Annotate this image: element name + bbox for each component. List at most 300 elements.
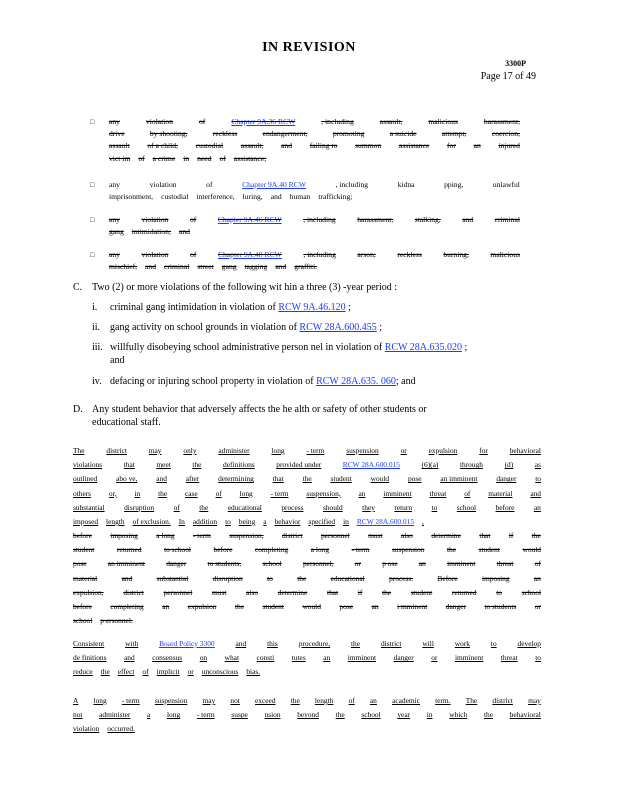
word: administer — [218, 446, 250, 455]
word: criminal — [494, 215, 520, 224]
word: threat — [429, 488, 447, 498]
word: pose — [339, 602, 354, 612]
word: violation — [149, 180, 177, 189]
word: provided under — [276, 460, 322, 470]
word: as — [534, 460, 541, 470]
text-line — [109, 214, 520, 226]
word: , — [422, 517, 424, 527]
list-number: iii. — [92, 342, 103, 353]
page-number: Page 17 of 49 — [480, 71, 536, 82]
rcw-link[interactable]: RCW 28A.600.455 — [299, 322, 377, 333]
word: and — [179, 227, 190, 237]
word: to — [267, 573, 273, 583]
word: that — [123, 460, 135, 470]
word: imminent — [447, 559, 476, 569]
word: to — [535, 653, 541, 663]
rcw-link[interactable]: RCW 28A.635. 060 — [316, 376, 396, 387]
list-item — [110, 321, 382, 334]
word: injured — [498, 141, 520, 151]
word: may — [528, 696, 541, 705]
list-item-text: gang activity on school grounds in violation of — [110, 322, 300, 333]
word: of — [206, 180, 213, 189]
word: failing to — [309, 141, 338, 151]
word: tutes — [291, 653, 306, 663]
word: unconscious — [201, 667, 239, 677]
word: expulsion, — [73, 587, 104, 597]
word: need — [197, 153, 212, 163]
word: personnel — [163, 587, 193, 597]
list-item-suffix: ; — [462, 342, 468, 353]
word: , including — [303, 250, 336, 259]
word: or, — [108, 488, 117, 498]
text-line — [73, 487, 541, 501]
word: before — [73, 531, 92, 540]
word: an — [473, 141, 481, 151]
word: pping, — [444, 180, 464, 189]
word: before — [213, 545, 233, 555]
word: of — [199, 117, 206, 126]
word: a long — [310, 545, 330, 555]
word: a long — [156, 531, 175, 540]
word: abo ve, — [116, 474, 138, 484]
word: violation — [73, 724, 100, 734]
rcw-link[interactable]: RCW 28A.600.015 — [342, 460, 400, 470]
list-item-text: criminal gang intimidation in violation of — [110, 302, 279, 313]
text-line — [73, 665, 541, 679]
word: a crime — [152, 153, 176, 163]
word: to school — [164, 545, 191, 555]
checkbox-bullet-icon: □ — [90, 251, 95, 259]
word: specified — [308, 517, 336, 527]
word: if — [508, 531, 514, 540]
word: a suicide — [389, 129, 417, 139]
word: drive — [109, 129, 125, 139]
word: stalking, — [414, 215, 441, 224]
word: long — [167, 710, 181, 720]
word: summon — [355, 141, 382, 151]
word: an — [358, 488, 366, 498]
word: others — [73, 488, 92, 498]
list-item-text: willfully disobeying school administrative person nel in violation of — [110, 342, 385, 353]
word: disruption — [212, 573, 243, 583]
word: graffiti. — [294, 262, 318, 272]
word: educational — [227, 502, 262, 512]
text-line — [73, 614, 541, 628]
word: would — [370, 474, 390, 484]
section-c-label: C. — [73, 282, 83, 293]
word: interference, — [196, 192, 235, 202]
word: not — [73, 710, 83, 720]
word: malicious — [428, 117, 458, 126]
word: the — [235, 602, 245, 612]
word: student — [262, 602, 284, 612]
section-c-text: Two (2) or more violations of the following wit hin a three (3) -year period : — [92, 282, 398, 293]
word: long — [93, 696, 107, 705]
word: to — [490, 639, 497, 648]
word: imminent — [347, 653, 377, 663]
word: an imminent — [107, 559, 145, 569]
page-title: IN REVISION — [262, 40, 356, 55]
text-line — [73, 600, 541, 614]
word: imposed — [73, 517, 99, 527]
word: any — [109, 215, 120, 224]
word: return — [394, 502, 413, 512]
word: the — [302, 474, 312, 484]
word: must — [212, 587, 227, 597]
word: length — [314, 696, 334, 705]
word: to — [225, 517, 231, 527]
word: and — [275, 262, 287, 272]
word: year — [397, 710, 411, 720]
word: student — [330, 474, 352, 484]
text-line — [73, 586, 541, 600]
section-d-line-1: Any student behavior that adversely affects the he alth or safety of other students or — [92, 404, 427, 415]
section-d-line-2: educational staff. — [92, 417, 161, 428]
word: i mminent — [397, 602, 428, 612]
word: personnel, — [302, 559, 334, 569]
paragraph — [73, 529, 541, 628]
word: gang — [221, 262, 237, 272]
paragraph — [73, 444, 541, 529]
word: long — [239, 488, 253, 498]
word: determine — [431, 531, 461, 540]
word: administer — [99, 710, 131, 720]
word: the — [297, 573, 307, 583]
text-line — [109, 249, 520, 261]
bullet-item — [90, 179, 520, 203]
word: reckless — [212, 129, 238, 139]
word: burning, — [443, 250, 469, 259]
word: determine — [277, 587, 308, 597]
word: case — [185, 488, 198, 498]
word: or — [187, 667, 194, 677]
word: term. — [435, 696, 451, 705]
word: of — [138, 153, 145, 163]
rcw-link[interactable]: Board Policy 3300 — [159, 639, 215, 648]
word: an — [533, 502, 541, 512]
word: an — [369, 696, 377, 705]
word: to — [431, 502, 438, 512]
word: of — [189, 215, 197, 224]
word: what — [224, 653, 240, 663]
text-line — [73, 472, 541, 486]
word: after — [185, 474, 200, 484]
word: with — [125, 639, 139, 648]
word: in — [134, 488, 141, 498]
rcw-link[interactable]: RCW 28A.635.020 — [384, 342, 463, 353]
rcw-link[interactable]: Chapter 9A.40 RCW — [242, 180, 306, 189]
word: an — [418, 559, 426, 569]
word: and — [530, 488, 541, 498]
word: procedure, — [298, 639, 331, 648]
word: human — [289, 192, 311, 202]
text-line — [73, 572, 541, 586]
word: pose — [73, 559, 87, 569]
word: danger — [166, 559, 187, 569]
word: school — [73, 616, 93, 626]
section-d-label: D. — [73, 404, 83, 415]
word: length — [106, 517, 125, 527]
word: the — [531, 531, 541, 540]
word: through — [459, 460, 483, 470]
rcw-link[interactable]: Chapter 9A.46 RCW — [217, 215, 282, 224]
word: Before — [437, 573, 458, 583]
rcw-link[interactable]: Chapter 9A.48 RCW — [217, 250, 282, 259]
word: - term — [351, 545, 370, 555]
word: Consistent — [73, 639, 105, 648]
word: student — [478, 545, 500, 555]
word: may — [202, 696, 216, 705]
word: student — [410, 587, 433, 597]
word: an — [533, 573, 541, 583]
word: p ose — [382, 559, 398, 569]
bullet-item — [90, 214, 520, 238]
word: arson, — [357, 250, 376, 259]
word: must — [368, 531, 383, 540]
word: may — [148, 446, 162, 455]
text-line — [73, 651, 541, 665]
word: would — [302, 602, 321, 612]
word: a — [147, 710, 151, 720]
word: exceed — [255, 696, 276, 705]
word: of — [464, 488, 471, 498]
word: returned — [116, 545, 142, 555]
word: and — [121, 573, 133, 583]
word: street — [197, 262, 214, 272]
word: district — [123, 587, 144, 597]
word: this — [267, 639, 278, 648]
word: - term — [306, 446, 325, 455]
word: endangerment, — [262, 129, 308, 139]
word: of exclusion. — [132, 517, 171, 527]
rcw-link[interactable]: RCW 28A.600.015 — [356, 517, 415, 527]
word: reduce — [73, 667, 93, 677]
word: danger — [445, 602, 466, 612]
text-line — [73, 694, 541, 708]
checkbox-bullet-icon: □ — [90, 181, 95, 189]
word: criminal — [164, 262, 190, 272]
word: of — [173, 502, 180, 512]
word: before — [495, 502, 515, 512]
word: - term — [192, 531, 211, 540]
word: before — [73, 602, 92, 612]
word: suspension — [392, 545, 425, 555]
word: assault, — [379, 117, 403, 126]
word: long — [271, 446, 285, 455]
word: of — [190, 250, 197, 259]
word: and — [235, 639, 247, 648]
word: (6)(a) — [421, 460, 439, 470]
word: and — [156, 474, 167, 484]
word: student — [73, 545, 95, 555]
word: school — [521, 587, 541, 597]
word: disruption — [124, 502, 155, 512]
word: also — [400, 531, 413, 540]
list-number: ii. — [92, 322, 101, 333]
word: A — [73, 696, 79, 705]
word: any — [109, 117, 120, 126]
text-line — [109, 179, 520, 191]
word: district — [282, 531, 303, 540]
word: de finitions — [73, 653, 107, 663]
word: school — [262, 559, 282, 569]
text-line — [109, 140, 520, 152]
word: to — [496, 587, 502, 597]
word: should — [322, 502, 343, 512]
word: reckless — [397, 250, 422, 259]
word: the — [100, 667, 110, 677]
word: an — [323, 653, 331, 663]
word: the — [192, 460, 202, 470]
word: , including — [335, 180, 369, 189]
text-line — [73, 637, 541, 651]
word: effect — [117, 667, 135, 677]
list-number: iv. — [92, 376, 102, 387]
word: only — [183, 446, 197, 455]
word: or — [354, 559, 361, 569]
word: - term — [270, 488, 289, 498]
text-line — [109, 153, 520, 165]
word: harassment, — [483, 117, 520, 126]
list-item-text: defacing or injuring school property in violation of — [110, 376, 317, 387]
word: outlined — [73, 474, 98, 484]
word: addition — [192, 517, 218, 527]
word: and — [270, 192, 282, 202]
word: on — [199, 653, 208, 663]
word: in — [183, 153, 190, 163]
word: The — [465, 696, 478, 705]
word: and — [145, 262, 157, 272]
word: if — [357, 587, 363, 597]
word: violation — [141, 215, 169, 224]
word: and — [124, 653, 135, 663]
text-line — [109, 128, 520, 140]
word: the — [199, 502, 209, 512]
word: pose — [407, 474, 422, 484]
word: an imminent — [440, 474, 478, 484]
text-line — [73, 557, 541, 571]
word: promoting — [332, 129, 365, 139]
word: - term — [196, 710, 215, 720]
word: that — [327, 587, 339, 597]
list-item-suffix: ; — [345, 302, 351, 313]
word: an — [162, 602, 170, 612]
word: In — [178, 517, 185, 527]
word: mischief, — [109, 262, 138, 272]
word: assistance; — [233, 153, 267, 163]
word: danger — [496, 474, 517, 484]
word: the — [447, 545, 457, 555]
word: imprisonment, — [109, 192, 154, 202]
word: they — [362, 502, 375, 512]
word: for — [447, 141, 456, 151]
word: of — [534, 559, 541, 569]
word: and — [281, 141, 293, 151]
word: a — [263, 517, 267, 527]
word: unlawful — [492, 180, 520, 189]
word: or — [534, 602, 541, 612]
text-line — [73, 458, 541, 472]
word: of — [215, 488, 222, 498]
word: consti — [256, 653, 275, 663]
list-number: i. — [92, 302, 98, 313]
word: behavioral — [509, 446, 541, 455]
word: substantial — [156, 573, 189, 583]
word: or — [400, 446, 407, 455]
word: suspe — [231, 710, 248, 720]
word: threat — [496, 559, 514, 569]
word: kidna — [397, 180, 415, 189]
word: district — [492, 696, 513, 705]
word: of — [348, 696, 355, 705]
list-item-suffix: ; — [376, 322, 383, 333]
word: behavioral — [509, 710, 541, 720]
word: nsion — [264, 710, 281, 720]
word: (d) — [504, 460, 514, 470]
bullet-item — [90, 249, 520, 273]
word: and — [462, 215, 474, 224]
paragraph — [73, 637, 541, 680]
word: to students — [484, 602, 517, 612]
word: will — [422, 639, 434, 648]
word: of — [142, 667, 149, 677]
rcw-link[interactable]: Chapter 9A.36 RCW — [231, 117, 296, 126]
word: suspension — [346, 446, 379, 455]
word: process. — [389, 573, 414, 583]
word: assistance — [398, 141, 430, 151]
word: suspension — [154, 696, 188, 705]
word: attempt, — [441, 129, 467, 139]
word: p ersonnel. — [100, 616, 133, 626]
word: for — [479, 446, 488, 455]
checkbox-bullet-icon: □ — [90, 118, 95, 126]
word: completing — [254, 545, 289, 555]
word: gang — [109, 227, 124, 237]
word: custodial — [195, 141, 224, 151]
list-item — [110, 301, 351, 314]
document-code: 3300P — [505, 59, 526, 68]
word: school — [456, 502, 477, 512]
word: implicit — [156, 667, 180, 677]
paragraph — [73, 694, 541, 737]
word: The — [73, 446, 85, 455]
word: threat — [500, 653, 518, 663]
word: that — [272, 474, 284, 484]
word: completing — [110, 602, 144, 612]
word: would — [522, 545, 541, 555]
word: violation — [141, 250, 169, 259]
word: coercion, — [491, 129, 520, 139]
text-line — [73, 722, 541, 736]
word: in — [426, 710, 433, 720]
word: that — [479, 531, 491, 540]
rcw-link[interactable]: RCW 9A.46.120 — [278, 302, 346, 313]
word: luring, — [242, 192, 263, 202]
word: substantial — [73, 502, 105, 512]
word: definitions — [223, 460, 255, 470]
word: imposing — [110, 531, 138, 540]
word: by shooting, — [149, 129, 188, 139]
word: suspension, — [229, 531, 264, 540]
word: the — [483, 710, 493, 720]
word: the — [351, 639, 361, 648]
text-line — [73, 708, 541, 722]
word: custodial — [161, 192, 189, 202]
word: work — [454, 639, 470, 648]
word: in — [343, 517, 349, 527]
list-item-continuation: and — [110, 355, 125, 366]
word: intimidation; — [131, 227, 171, 237]
